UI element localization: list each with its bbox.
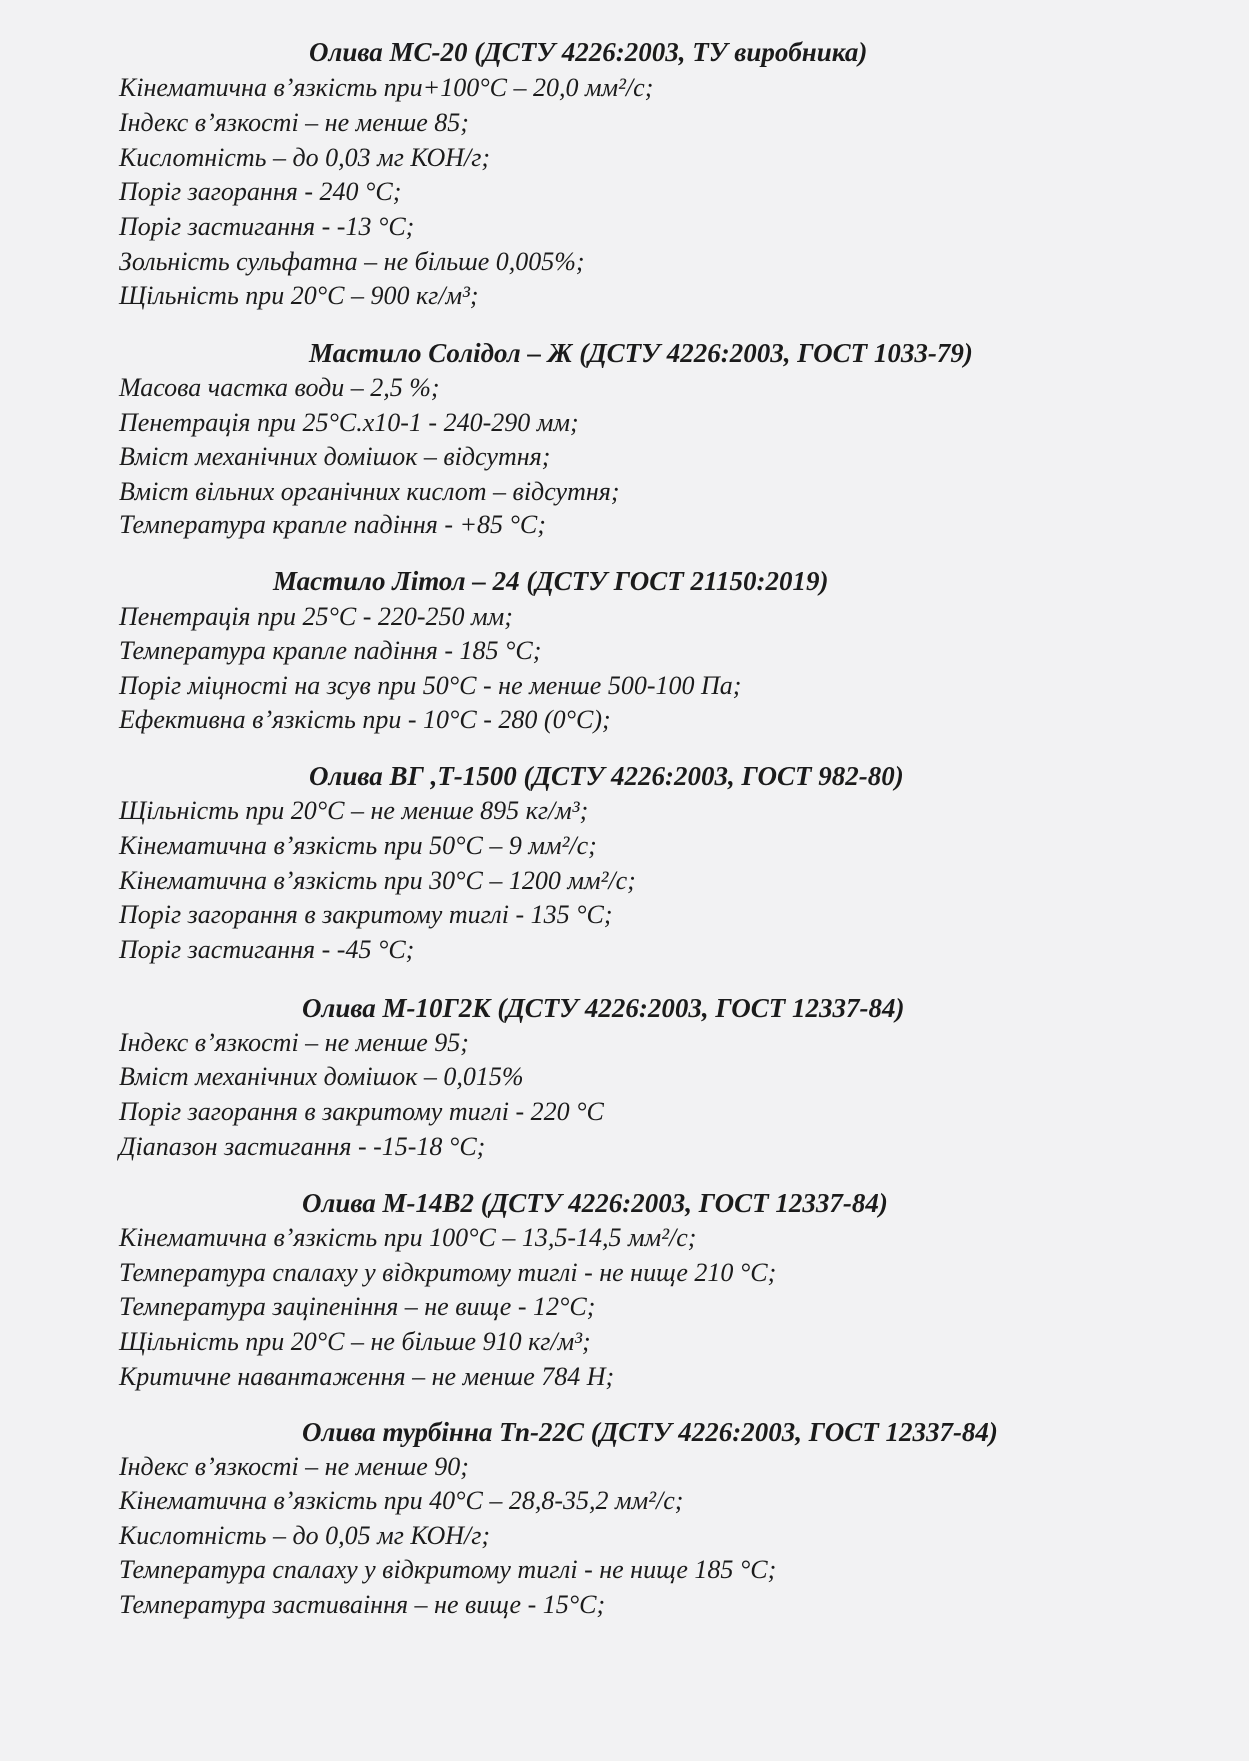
spec-line: Кінематична в’язкість при 100°С – 13,5-14,5 мм²/с;	[119, 1223, 697, 1252]
spec-line: Щільність при 20°С – не більше 910 кг/м³;	[119, 1327, 591, 1356]
spec-line: Вміст механічних домішок – відсутня;	[119, 442, 551, 471]
spec-line: Температура спалаху у відкритому тиглі - не нище 185 °С;	[119, 1555, 777, 1584]
section-title: Олива ВГ ,Т-1500 (ДСТУ 4226:2003, ГОСТ 982-80)	[309, 761, 904, 791]
section-title: Мастило Літол – 24 (ДСТУ ГОСТ 21150:2019)	[273, 566, 829, 596]
spec-line: Поріг загорання в закритому тиглі - 135 °С;	[119, 900, 613, 929]
spec-line: Індекс в’язкості – не менше 90;	[119, 1452, 469, 1481]
spec-line: Кінематична в’язкість при+100°С – 20,0 мм²/с;	[119, 73, 654, 102]
spec-line: Пенетрація при 25°С.х10-1 - 240-290 мм;	[119, 408, 579, 437]
spec-line: Температура крапле падіння - 185 °С;	[119, 636, 542, 665]
spec-line: Вміст механічних домішок – 0,015%	[119, 1062, 524, 1091]
spec-line: Поріг загорання в закритому тиглі - 220 °С	[119, 1097, 604, 1126]
spec-line: Температура спалаху у відкритому тиглі - не нище 210 °С;	[119, 1258, 777, 1287]
spec-line: Поріг застигання - -13 °С;	[119, 212, 415, 241]
spec-line: Критичне навантаження – не менше 784 Н;	[119, 1362, 615, 1391]
spec-line: Кислотність – до 0,05 мг КОН/г;	[119, 1521, 491, 1550]
spec-line: Температура заціпеніння – не вище - 12°С;	[119, 1292, 596, 1321]
spec-line: Щільність при 20°С – не менше 895 кг/м³;	[119, 796, 589, 825]
spec-line: Кінематична в’язкість при 40°С – 28,8-35,2 мм²/с;	[119, 1486, 684, 1515]
spec-line: Поріг загорання - 240 °С;	[119, 177, 402, 206]
section-title: Мастило Солідол – Ж (ДСТУ 4226:2003, ГОСТ 1033-79)	[309, 338, 973, 368]
spec-line: Вміст вільних органічних кислот – відсутня;	[119, 477, 620, 506]
spec-line: Ефективна в’язкість при - 10°С - 280 (0°С);	[119, 705, 611, 734]
spec-line: Поріг застигання - -45 °С;	[119, 935, 415, 964]
spec-line: Діапазон застигання - -15-18 °С;	[119, 1132, 486, 1161]
spec-line: Кінематична в’язкість при 30°С – 1200 мм²/с;	[119, 866, 636, 895]
section-title: Олива М-14В2 (ДСТУ 4226:2003, ГОСТ 12337-84)	[302, 1188, 888, 1218]
spec-line: Кінематична в’язкість при 50°С – 9 мм²/с;	[119, 831, 597, 860]
spec-line: Температура застиваіння – не вище - 15°С;	[119, 1590, 606, 1619]
spec-line: Індекс в’язкості – не менше 95;	[119, 1028, 469, 1057]
section-title: Олива турбінна Тп-22С (ДСТУ 4226:2003, ГОСТ 12337-84)	[302, 1417, 998, 1447]
spec-line: Температура крапле падіння - +85 °С;	[119, 510, 546, 539]
spec-line: Пенетрація при 25°С - 220-250 мм;	[119, 602, 513, 631]
spec-line: Кислотність – до 0,03 мг КОН/г;	[119, 143, 491, 172]
spec-line: Поріг міцності на зсув при 50°С - не менше 500-100 Па;	[119, 671, 742, 700]
section-title: Олива М-10Г2К (ДСТУ 4226:2003, ГОСТ 12337-84)	[302, 993, 905, 1023]
section-title: Олива МС-20 (ДСТУ 4226:2003, ТУ виробника)	[309, 37, 868, 67]
spec-line: Індекс в’язкості – не менше 85;	[119, 108, 469, 137]
spec-line: Зольність сульфатна – не більше 0,005%;	[119, 247, 585, 276]
spec-line: Масова частка води – 2,5 %;	[119, 373, 440, 402]
spec-line: Щільність при 20°С – 900 кг/м³;	[119, 281, 479, 310]
